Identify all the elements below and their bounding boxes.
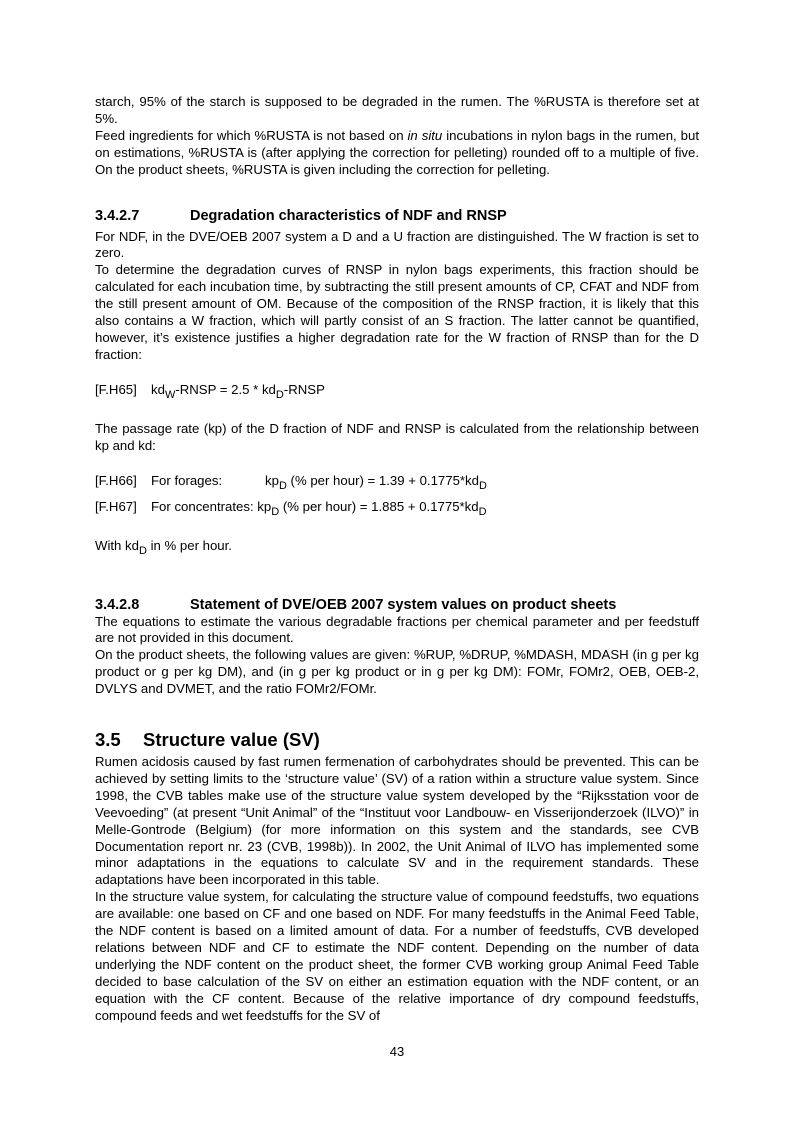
section-heading: 3.5 Structure value (SV): [95, 729, 320, 751]
paragraph: With $kd_D$ in % per hour.: [95, 537, 232, 557]
paragraph: The equations to estimate the various degradable fractions per chemical parameter and per feedstuff are not provided in this document.: [95, 613, 699, 646]
paragraph: On the product sheets, the following values are given: %RUP, %DRUP, %MDASH, MDASH (in g per kg product or g per kg DM), and (in g per kg product or in g per kg DM): FOMr, FOMr2, OEB, OEB-2, DVLYS and DVMET, and the ratio FOMr2/FOMr.: [95, 647, 699, 697]
page-body: [95, 94, 699, 1025]
section-heading: 3.4.2.7 Degradation characteristics of NDF and RNSP: [95, 207, 507, 224]
section-heading: 3.4.2.8 Statement of DVE/OEB 2007 system values on product sheets: [95, 596, 617, 613]
paragraph: To determine the degradation curves of RNSP in nylon bags experiments, this fraction should be calculated for each incubation time, by subtracting the still present amounts of CP, CFAT and NDF from the still present amount of OM. Because of the composition of the RNSP fraction, it is likely that this also contains a W fraction, which will partly consist of an S fraction. The latter cannot be quantified, however, it’s existence justifies a higher degradation rate for the W fraction of RNSP than for the D fraction:: [95, 262, 699, 362]
equation-fh67: [F.H67] For concentrates: $kp_D$ (% per hour) = $1.885 + 0.1775*kd_D$: [95, 498, 487, 518]
paragraph: For NDF, in the DVE/OEB 2007 system a D and a U fraction are distinguished. The W fraction is set to zero.: [95, 228, 699, 261]
paragraph: starch, 95% of the starch is supposed to be degraded in the rumen. The %RUSTA is therefore set at 5%.: [95, 94, 699, 126]
paragraph: Rumen acidosis caused by fast rumen fermenation of carbohydrates should be prevented. This can be achieved by setting limits to the ‘structure value’ (SV) of a ration within a structure value system. Since 1998, the CVB tables make use of the structure value system developed by the “Rijksstation voor de Veevoeding” (at present “Unit Animal” of the “Instituut voor Landbouw- en Visserijonderzoek (ILVO)” in Melle-Gontrode (Belgium) (for more information on this system and the standards, see CVB Documentation report nr. 23 (CVB, 1998b)). In 2002, the Unit Animal of ILVO has implemented some minor adaptations in the equations to calculate SV and in the requirement standards. These adaptations have been incorporated in this table.: [95, 754, 699, 888]
paragraph: In the structure value system, for calculating the structure value of compound feedstuffs, two equations are available: one based on CF and one based on NDF. For many feedstuffs in the Animal Feed Table, the NDF content is based on a limited amount of data. For a number of feedstuffs, CVB developed relations between NDF and CF to estimate the NDF content. Depending on the number of data underlying the NDF content on the product sheet, the former CVB working group Animal Feed Table decided to base calculation of the SV on either an estimation equation with the NDF content, or an equation with the CF content. Because of the relative importance of dry compound feedstuffs, compound feeds and wet feedstuffs for the SV of: [95, 889, 699, 1023]
equation-fh66: [F.H66] For forages: $kp_D$ (% per hour) = $1.39 + 0.1775*kd_D$: [95, 472, 487, 492]
paragraph: The passage rate (kp) of the D fraction of NDF and RNSP is calculated from the relationship between kp and kd:: [95, 420, 699, 453]
equation-fh65: [F.H65] $kd_W$-RNSP = $2.5 * kd_D$-RNSP: [95, 381, 325, 401]
page-number: 43: [389, 1044, 405, 1059]
paragraph: Feed ingredients for which %RUSTA is not based on in situ incubations in nylon bags in the rumen, but on estimations, %RUSTA is (after applying the correction for pelleting) rounded off to a multiple of five. On the product sheets, %RUSTA is given including the correction for pelleting.: [95, 127, 700, 177]
